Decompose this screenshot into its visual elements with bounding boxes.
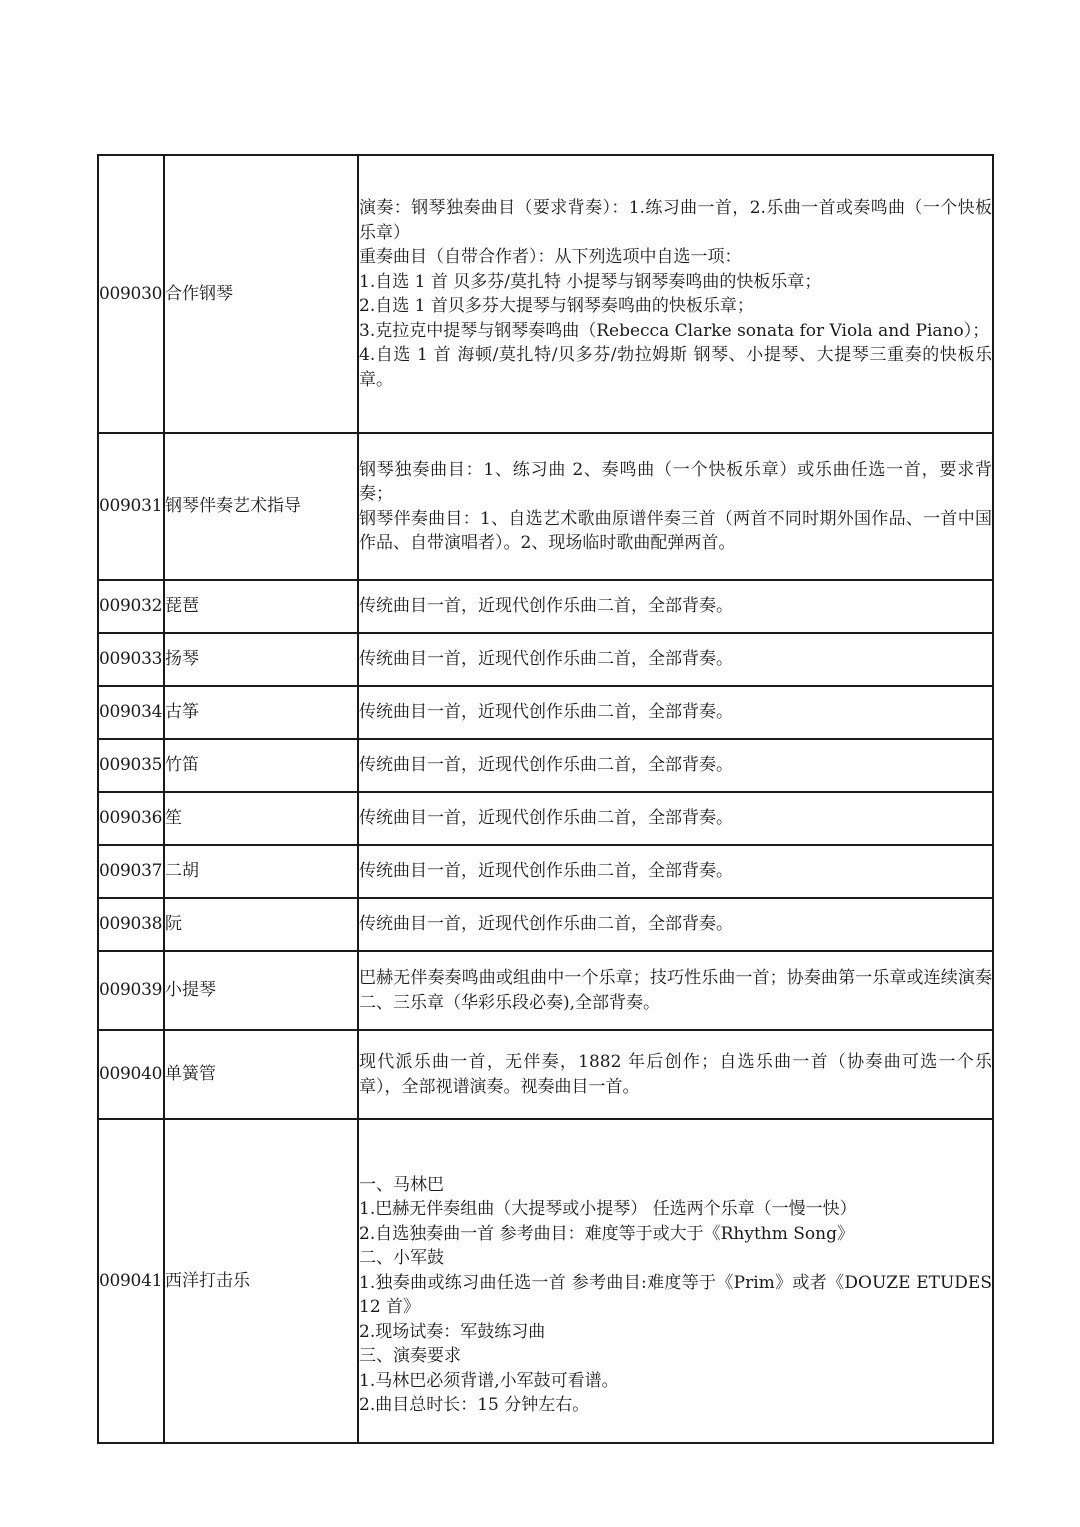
program-code: 009041 (98, 1119, 164, 1443)
requirement-line: 传统曲目一首，近现代创作乐曲二首，全部背奏。 (359, 914, 733, 935)
table-row (98, 898, 993, 951)
program-requirements (358, 898, 993, 951)
program-major: 小提琴 (164, 951, 358, 1030)
program-major: 笙 (164, 792, 358, 845)
program-major: 西洋打击乐 (164, 1119, 358, 1443)
requirement-line: 一、马林巴 (359, 1174, 444, 1195)
program-requirements (358, 1119, 993, 1443)
program-requirements (358, 580, 993, 633)
program-code: 009037 (98, 845, 164, 898)
program-code: 009038 (98, 898, 164, 951)
program-code: 009030 (98, 155, 164, 433)
table-row (98, 633, 993, 686)
program-major: 琵琶 (164, 580, 358, 633)
program-code: 009040 (98, 1030, 164, 1119)
requirement-line: 巴赫无伴奏奏鸣曲或组曲中一个乐章；技巧性乐曲一首；协奏曲第一乐章或连续演奏二、三乐章（华彩乐段必奏),全部背奏。 (359, 968, 992, 1013)
requirement-line: 现代派乐曲一首，无伴奏，1882 年后创作；自选乐曲一首（协奏曲可选一个乐章），全部视谱演奏。视奏曲目一首。 (359, 1052, 992, 1097)
program-major: 古筝 (164, 686, 358, 739)
program-code: 009036 (98, 792, 164, 845)
program-major: 阮 (164, 898, 358, 951)
requirement-line: 2.自选独奏曲一首 参考曲目：难度等于或大于《Rhythm Song》 (359, 1223, 854, 1244)
requirement-line: 演奏：钢琴独奏曲目（要求背奏）：1.练习曲一首，2.乐曲一首或奏鸣曲（一个快板乐章） (359, 198, 992, 243)
requirement-line: 2.现场试奏：军鼓练习曲 (359, 1321, 546, 1342)
requirement-line: 三、演奏要求 (359, 1346, 461, 1366)
table-body (98, 155, 993, 1443)
program-requirements (358, 739, 993, 792)
table-row (98, 845, 993, 898)
program-major: 竹笛 (164, 739, 358, 792)
requirement-line: 3.克拉克中提琴与钢琴奏鸣曲（Rebecca Clarke sonata for Viola and Piano）； (359, 320, 990, 341)
table-row (98, 739, 993, 792)
table-row (98, 686, 993, 739)
program-requirements (358, 155, 993, 433)
requirement-line: 2.自选 1 首贝多芬大提琴与钢琴奏鸣曲的快板乐章； (359, 296, 754, 316)
requirement-line: 4.自选 1 首 海顿/莫扎特/贝多芬/勃拉姆斯 钢琴、小提琴、大提琴三重奏的快板乐章。 (359, 345, 992, 390)
table-row (98, 1119, 993, 1443)
requirement-line: 传统曲目一首，近现代创作乐曲二首，全部背奏。 (359, 755, 733, 776)
program-major: 扬琴 (164, 633, 358, 686)
program-requirements (358, 845, 993, 898)
requirement-line: 传统曲目一首，近现代创作乐曲二首，全部背奏。 (359, 702, 733, 723)
requirement-line: 1.独奏曲或练习曲任选一首 参考曲目:难度等于《Prim》或者《DOUZE ETUDES 12 首》 (359, 1272, 992, 1317)
program-requirements (358, 433, 993, 580)
program-code: 009034 (98, 686, 164, 739)
program-major: 单簧管 (164, 1030, 358, 1119)
program-code: 009031 (98, 433, 164, 580)
requirement-line: 传统曲目一首，近现代创作乐曲二首，全部背奏。 (359, 861, 733, 882)
program-requirements (358, 792, 993, 845)
program-code: 009033 (98, 633, 164, 686)
requirement-line: 传统曲目一首，近现代创作乐曲二首，全部背奏。 (359, 596, 733, 617)
table-row (98, 433, 993, 580)
requirement-line: 2.曲目总时长：15 分钟左右。 (359, 1395, 590, 1415)
table-row (98, 155, 993, 433)
requirement-line: 钢琴伴奏曲目：1、自选艺术歌曲原谱伴奏三首（两首不同时期外国作品、一首中国作品、自带演唱者）。2、现场临时歌曲配弹两首。 (359, 508, 992, 553)
program-requirements (358, 633, 993, 686)
requirement-line: 二、小军鼓 (359, 1248, 444, 1268)
table-row (98, 951, 993, 1030)
requirement-line: 1.自选 1 首 贝多芬/莫扎特 小提琴与钢琴奏鸣曲的快板乐章； (359, 271, 822, 292)
table-row (98, 580, 993, 633)
exam-requirements-table (97, 154, 994, 1444)
program-major: 二胡 (164, 845, 358, 898)
program-requirements (358, 1030, 993, 1119)
table-row (98, 792, 993, 845)
requirement-line: 传统曲目一首，近现代创作乐曲二首，全部背奏。 (359, 808, 733, 829)
requirement-line: 钢琴独奏曲目：1、练习曲 2、奏鸣曲（一个快板乐章）或乐曲任选一首，要求背奏； (359, 459, 992, 504)
requirement-line: 重奏曲目（自带合作者）：从下列选项中自选一项： (359, 247, 742, 267)
program-requirements (358, 951, 993, 1030)
requirement-line: 1.巴赫无伴奏组曲（大提琴或小提琴） 任选两个乐章（一慢一快） (359, 1199, 857, 1219)
requirement-line: 传统曲目一首，近现代创作乐曲二首，全部背奏。 (359, 649, 733, 670)
program-code: 009032 (98, 580, 164, 633)
program-code: 009039 (98, 951, 164, 1030)
program-requirements (358, 686, 993, 739)
program-code: 009035 (98, 739, 164, 792)
requirement-line: 1.马林巴必须背谱,小军鼓可看谱。 (359, 1370, 619, 1391)
table-row (98, 1030, 993, 1119)
program-major: 钢琴伴奏艺术指导 (164, 433, 358, 580)
program-major: 合作钢琴 (164, 155, 358, 433)
